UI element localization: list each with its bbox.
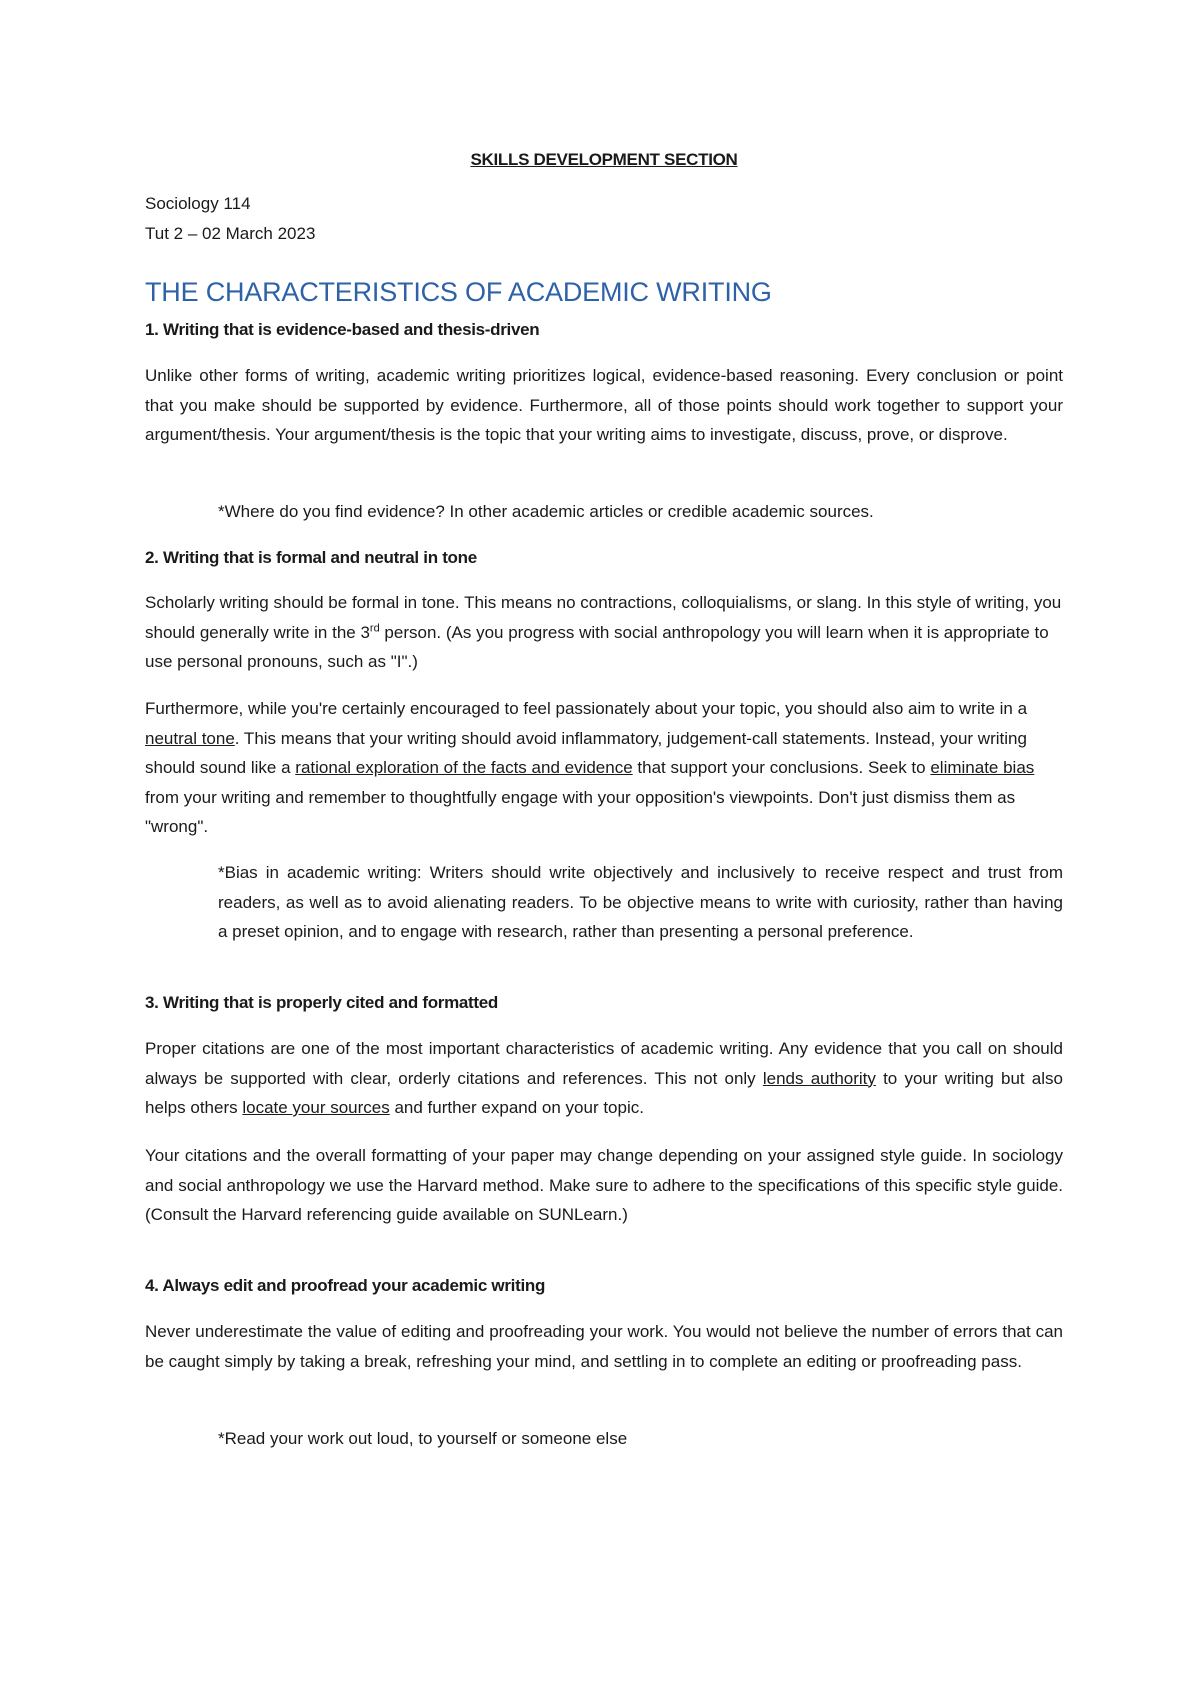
rational-exploration-term: rational exploration of the facts and evidence bbox=[295, 758, 633, 777]
course-name: Sociology 114 bbox=[145, 194, 251, 213]
section-2-heading: 2. Writing that is formal and neutral in tone bbox=[145, 548, 477, 567]
s3-p1-text-c: and further expand on your topic. bbox=[389, 1098, 644, 1117]
section-3-heading: 3. Writing that is properly cited and formatted bbox=[145, 993, 499, 1012]
section-4-paragraph: Never underestimate the value of editing and proofreading your work. You would not believe the number of errors that can be caught simply by taking a break, refreshing your mind, and settling in to complete an editing or proofreading pass. bbox=[145, 1322, 1063, 1371]
section-1-heading: 1. Writing that is evidence-based and thesis-driven bbox=[145, 320, 540, 339]
locate-sources-term: locate your sources bbox=[242, 1098, 390, 1117]
document-page bbox=[145, 0, 1063, 1696]
section-4-heading: 4. Always edit and proofread your academic writing bbox=[145, 1276, 546, 1295]
s2-p2-text-c: that support your conclusions. Seek to bbox=[632, 758, 931, 777]
section-2-note: *Bias in academic writing: Writers should write objectively and inclusively to receive respect and trust from readers, as well as to avoid alienating readers. To be objective means to write with curiosity, rather than having a preset opinion, and to engage with research, rather than presenting a personal preference. bbox=[218, 863, 1063, 941]
eliminate-bias-term: eliminate bias bbox=[930, 758, 1035, 777]
section-3-paragraph-2: Your citations and the overall formatting of your paper may change depending on your assigned style guide. In sociology and social anthropology we use the Harvard method. Make sure to adhere to the specifications of this specific style guide. (Consult the Harvard referencing guide available on SUNLearn.) bbox=[145, 1146, 1063, 1224]
tutorial-date: Tut 2 – 02 March 2023 bbox=[145, 224, 316, 243]
section-3-paragraph-1 bbox=[145, 1034, 1063, 1123]
section-2-paragraph-2 bbox=[145, 694, 1063, 842]
s2-p2-text-b: . This means that your writing should avoid inflammatory, judgement-call statements. Instead, your writing should sound like a bbox=[145, 728, 1027, 777]
s2-p1-superscript: rd bbox=[369, 621, 380, 634]
s2-p2-text-d: from your writing and remember to thoughtfully engage with your opposition's viewpoints. Don't just dismiss them as "wrong". bbox=[145, 787, 1016, 836]
section-4-note: *Read your work out loud, to yourself or someone else bbox=[218, 1429, 628, 1448]
section-title: SKILLS DEVELOPMENT SECTION bbox=[470, 150, 738, 169]
section-1-paragraph: Unlike other forms of writing, academic writing prioritizes logical, evidence-based reasoning. Every conclusion or point that you make should be supported by evidence. Furthermore, all of those points should work together to support your argument/thesis. Your argument/thesis is the topic that your writing aims to investigate, discuss, prove, or disprove. bbox=[145, 366, 1063, 444]
lends-authority-term: lends authority bbox=[762, 1068, 876, 1088]
s3-p1-text-a: Proper citations are one of the most important characteristics of academic writing. Any evidence that you call on should always be supported with clear, orderly citations and references. This not only bbox=[145, 1039, 1063, 1088]
s3-p1-text-b: to your writing but also helps others bbox=[145, 1068, 1063, 1117]
s2-p2-text-a: Furthermore, while you're certainly encouraged to feel passionately about your topic, you should also aim to write in a bbox=[145, 699, 1028, 718]
section-1-note: *Where do you find evidence? In other academic articles or credible academic sources. bbox=[218, 502, 874, 521]
document-title: THE CHARACTERISTICS OF ACADEMIC WRITING bbox=[145, 277, 772, 307]
section-2-paragraph-1 bbox=[145, 588, 1063, 677]
neutral-tone-term: neutral tone bbox=[145, 728, 235, 748]
s2-p1-text-a: Scholarly writing should be formal in tone. This means no contractions, colloquialisms, or slang. In this style of writing, you should generally write in the 3 bbox=[145, 593, 1062, 642]
s2-p1-text-b: person. (As you progress with social anthropology you will learn when it is appropriate to use personal pronouns, such as "I".) bbox=[145, 622, 1049, 671]
